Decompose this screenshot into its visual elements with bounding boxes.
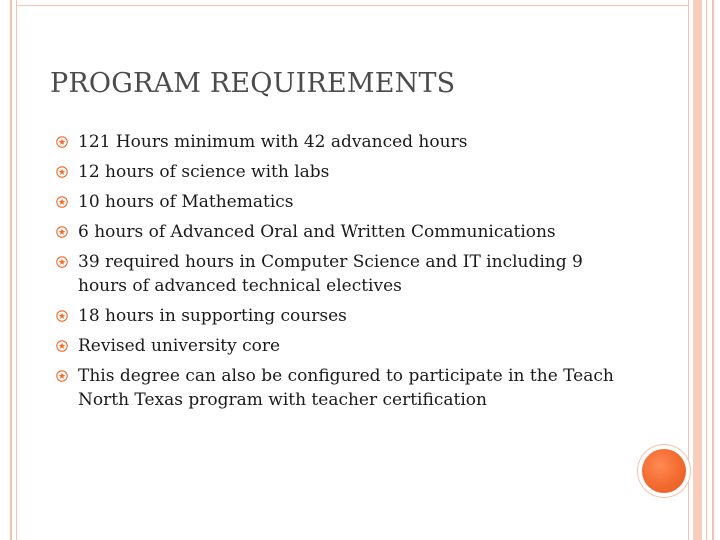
bullet-text: 39 required hours in Computer Science and IT including 9 hours of advanced technical electives [78,252,583,296]
circled-star-icon [56,196,68,208]
frame-line [16,0,17,540]
bullet-item [56,130,636,154]
bullet-text: 10 hours of Mathematics [78,192,294,212]
bullet-item [56,304,636,328]
frame-line [10,0,12,540]
circled-star-icon [56,256,68,268]
bullet-text: Revised university core [78,336,281,356]
circled-star-icon [56,340,68,352]
bullet-item [56,220,636,244]
circled-star-icon [56,370,68,382]
circled-star-icon [56,166,68,178]
bullet-text: 6 hours of Advanced Oral and Written Communications [78,222,556,242]
bullet-text: 12 hours of science with labs [78,162,330,182]
frame-line [712,0,714,540]
decorative-orb [642,449,686,493]
circled-star-icon [56,226,68,238]
frame-line [688,0,689,540]
frame-line [706,0,707,540]
bullet-text: 121 Hours minimum with 42 advanced hours [78,132,468,152]
bullet-list [56,130,636,418]
bullet-item [56,364,636,412]
bullet-text: 18 hours in supporting courses [78,306,347,326]
slide-title: PROGRAM REQUIREMENTS [50,68,456,99]
bullet-text: This degree can also be configured to participate in the Teach North Texas program with teacher certification [78,366,614,410]
bullet-item [56,160,636,184]
circled-star-icon [56,136,68,148]
frame-top [17,0,688,6]
bullet-item [56,190,636,214]
circled-star-icon [56,310,68,322]
frame-band [693,0,702,540]
bullet-item [56,250,636,298]
bullet-item [56,334,636,358]
